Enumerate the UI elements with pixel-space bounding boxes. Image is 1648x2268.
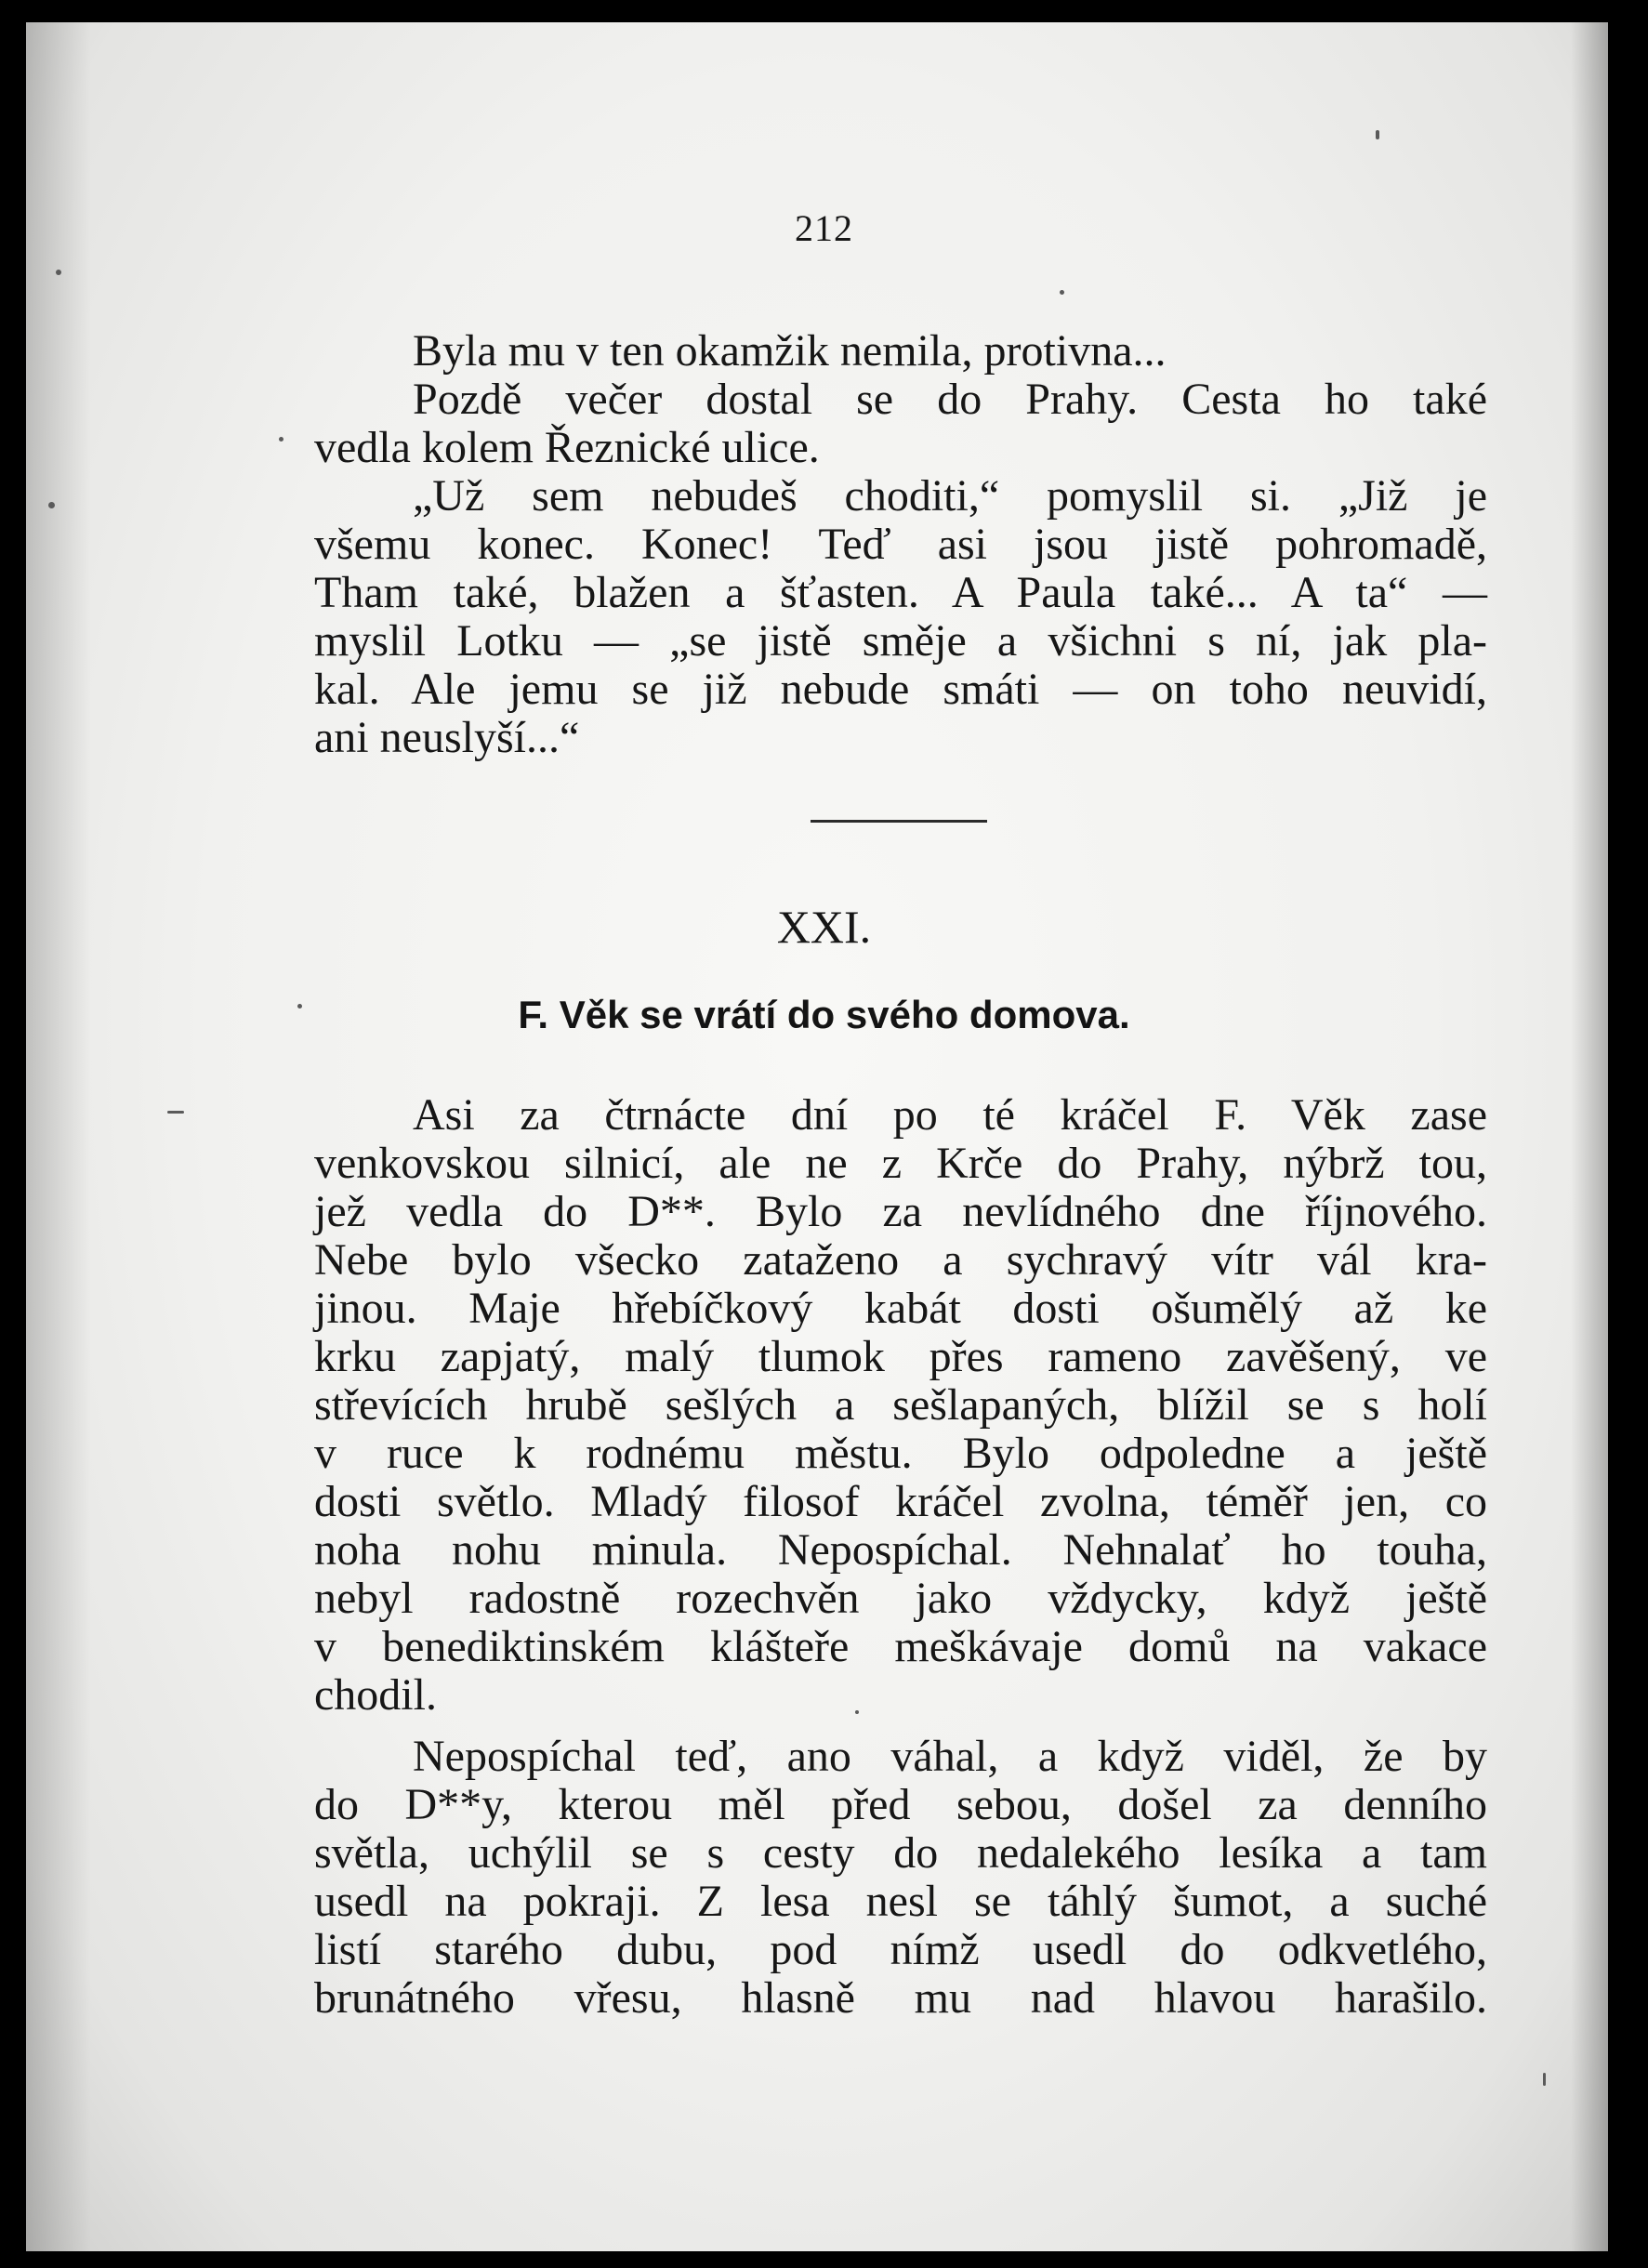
scan-speck [56,270,61,275]
text-line: kal. Ale jemu se již nebude smáti — on toho neuvidí, [314,665,1487,714]
text-line: brunátného vřesu, hlasně mu nad hlavou harašilo. [314,1973,1487,2023]
scan-speck [1376,130,1379,139]
text-line: listí starého dubu, pod nímž usedl do odkvetlého, [314,1925,1487,1974]
text-line: Asi za čtrnácte dní po té kráčel F. Věk zase [413,1090,1487,1140]
chapter-number: XXI. [776,901,872,953]
text-line: Byla mu v ten okamžik nemila, protivna... [413,326,1167,376]
text-line: nebyl radostně rozechvěn jako vždycky, když ještě [314,1574,1487,1623]
section-divider [811,820,987,823]
text-line: noha nohu minula. Nepospíchal. Nehnalať ho touha, [314,1525,1487,1575]
text-line: usedl na pokraji. Z lesa nesl se táhlý šumot, a suché [314,1877,1487,1926]
text-line: venkovskou silnicí, ale ne z Krče do Prahy, nýbrž tou, [314,1139,1487,1188]
scan-speck [279,437,283,442]
text-line: jež vedla do D**. Bylo za nevlídného dne říjnového. [314,1187,1487,1236]
text-line: v benediktinském klášteře meškávaje domů na vakace [314,1622,1487,1671]
text-line: Tham také, blažen a šťasten. A Paula také... A ta“ — [314,568,1487,617]
text-line: Nepospíchal teď, ano váhal, a když viděl, že by [413,1732,1487,1781]
text-line: Pozdě večer dostal se do Prahy. Cesta ho také [413,375,1487,424]
right-edge-shadow [1571,22,1608,2251]
text-line: krku zapjatý, malý tlumok přes rameno zavěšený, ve [314,1332,1487,1381]
text-line: střevících hrubě sešlých a sešlapaných, blížil se s holí [314,1380,1487,1430]
scan-speck [167,1111,184,1114]
text-line: ani neuslyší...“ [314,713,580,762]
page-number: 212 [795,207,853,249]
text-line: Nebe bylo všecko zataženo a sychravý vítr vál kra- [314,1235,1487,1285]
text-line: do D**y, kterou měl před sebou, došel za denního [314,1780,1487,1829]
text-line: „Už sem nebudeš choditi,“ pomyslil si. „Již je [413,471,1487,521]
text-line: vedla kolem Řeznické ulice. [314,423,820,472]
scan-speck [1543,2073,1546,2086]
text-line: myslil Lotku — „se jistě směje a všichni s ní, jak pla- [314,616,1487,666]
text-line: v ruce k rodnému městu. Bylo odpoledne a ještě [314,1429,1487,1478]
text-line: světla, uchýlil se s cesty do nedalekého lesíka a tam [314,1828,1487,1878]
text-line: jinou. Maje hřebíčkový kabát dosti ošumělý až ke [314,1284,1487,1333]
scan-speck [48,502,55,508]
text-line: chodil. [314,1670,437,1720]
text-line: všemu konec. Konec! Teď asi jsou jistě pohromadě, [314,520,1487,569]
text-line: dosti světlo. Mladý filosof kráčel zvolna, téměř jen, co [314,1477,1487,1526]
left-edge-shadow [26,22,91,2251]
scan-speck [1060,290,1064,295]
chapter-title: F. Věk se vrátí do svého domova. [518,993,1130,1036]
